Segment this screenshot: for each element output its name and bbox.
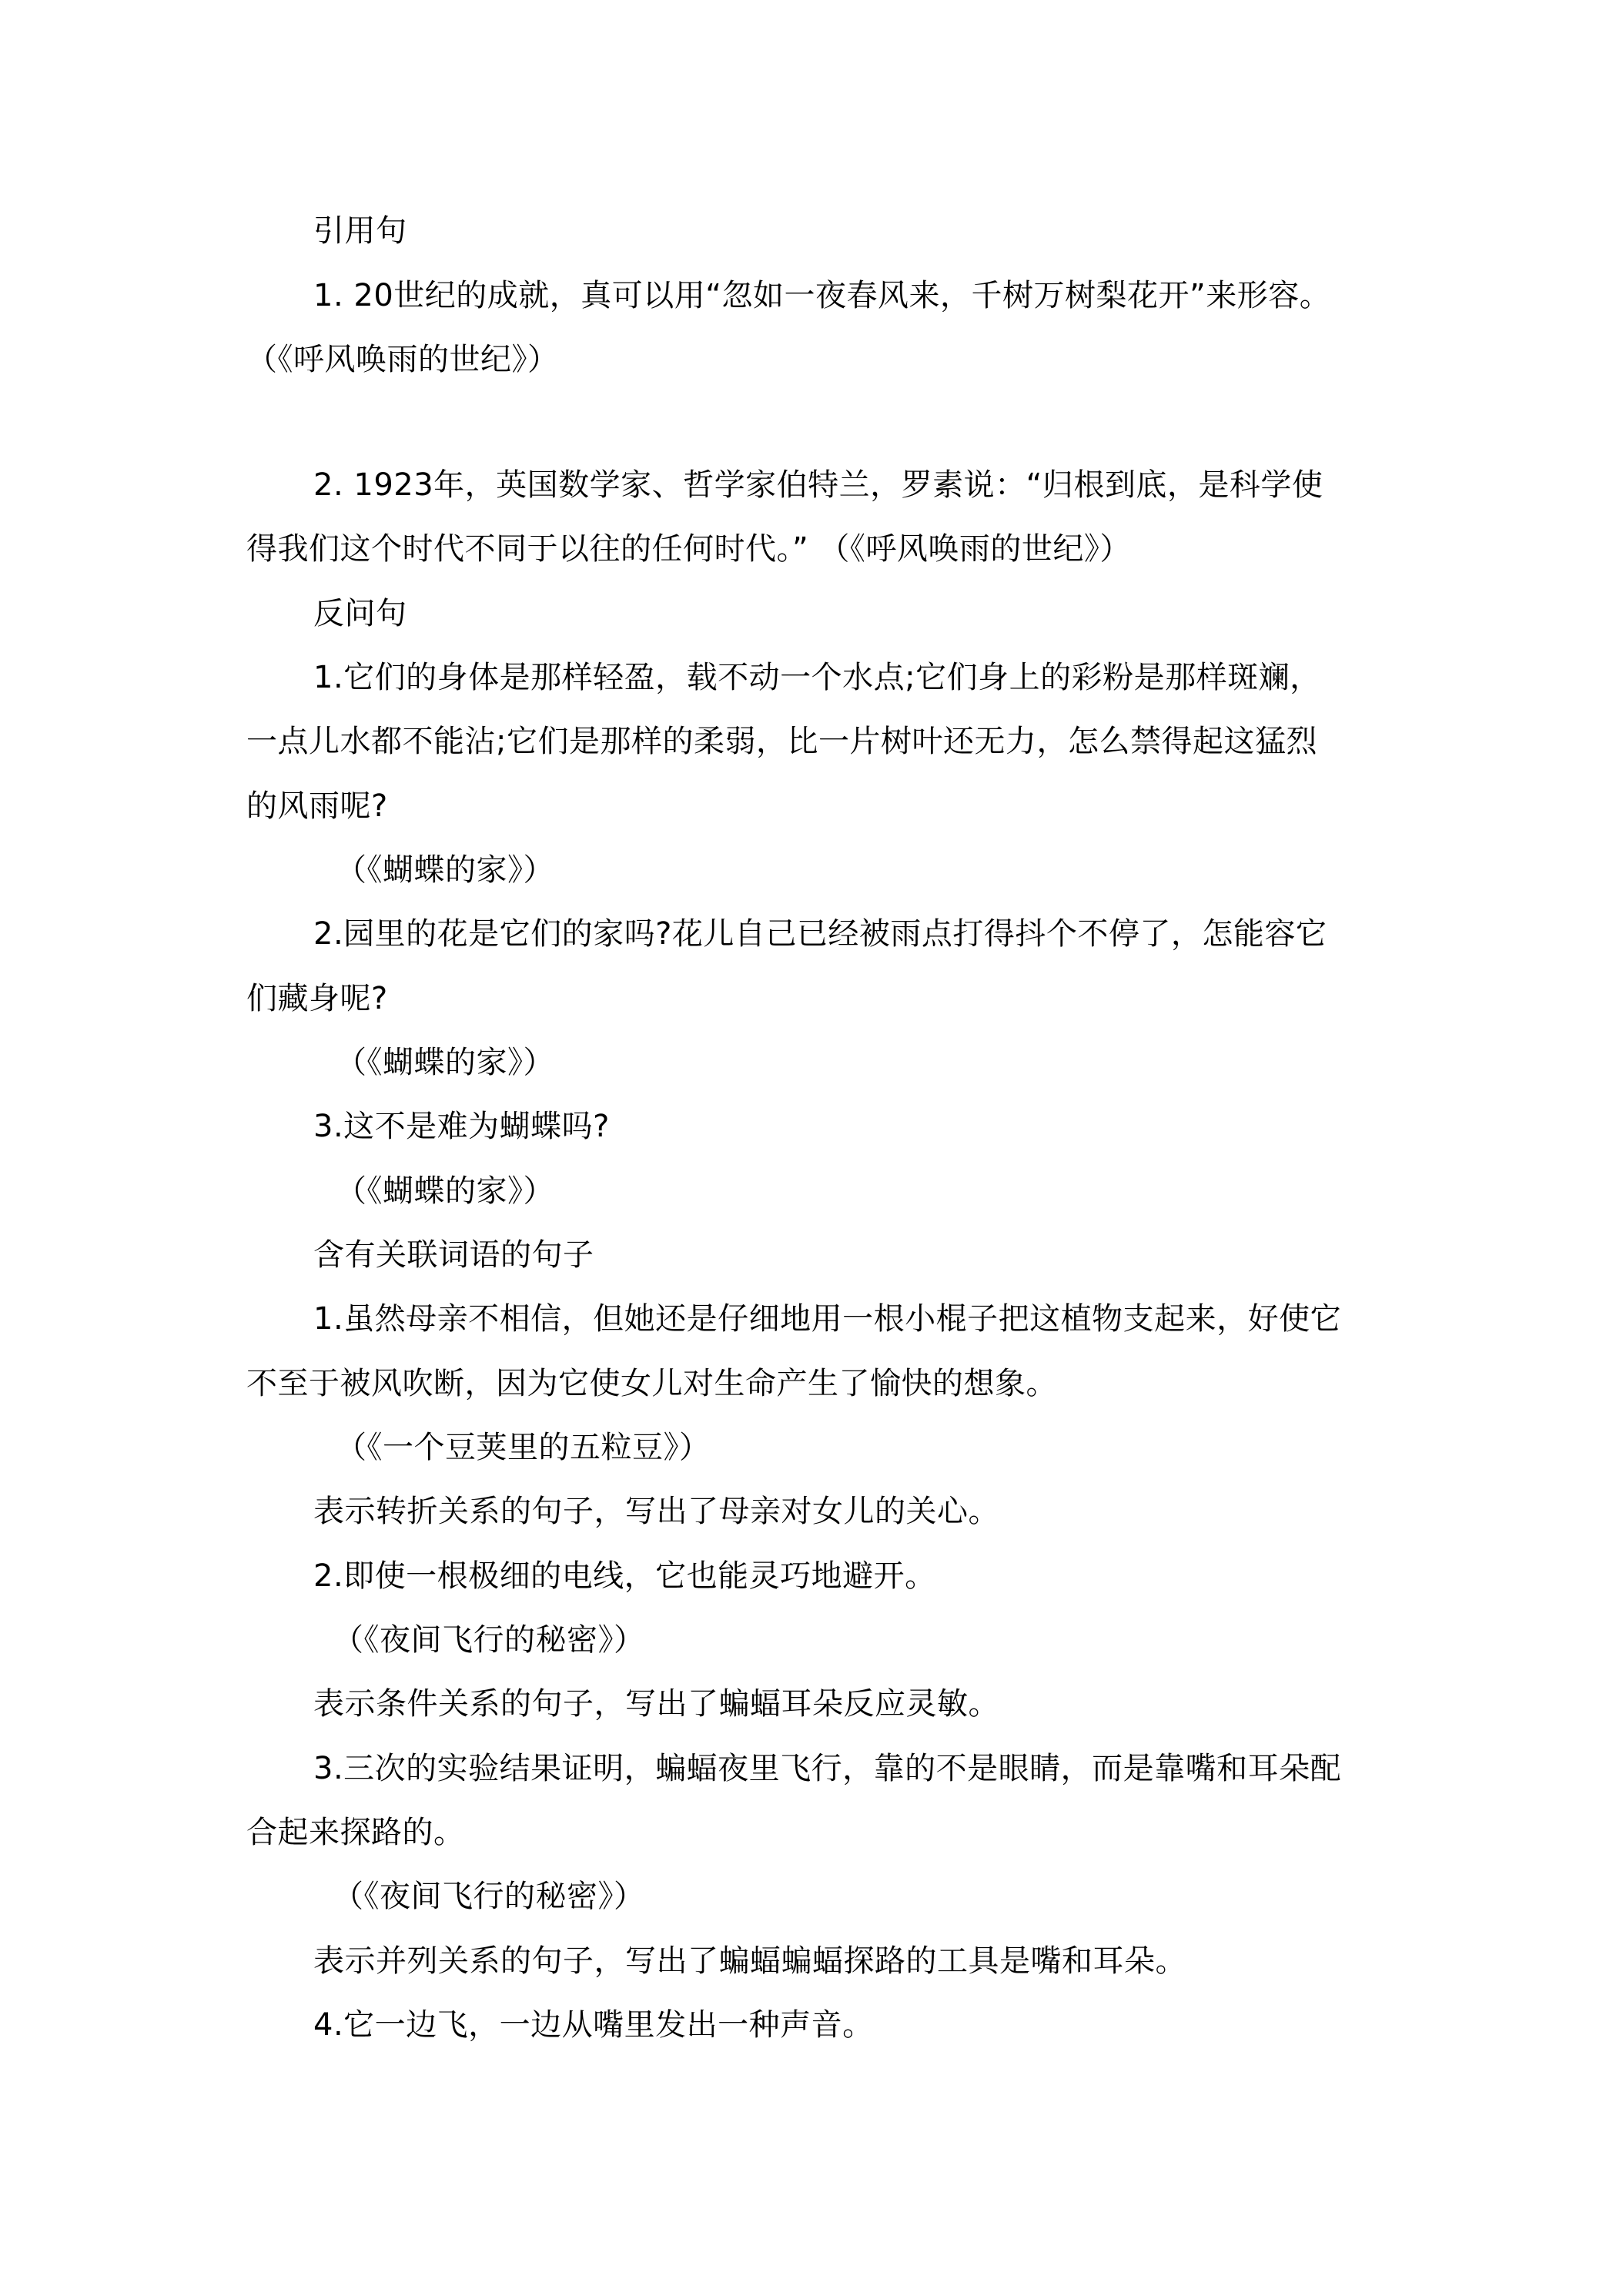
conjunction-item-3-line-2: 合起来探路的。 xyxy=(246,1815,465,1850)
rhetorical-item-3-source: （《蝴蝶的家》） xyxy=(336,1173,554,1209)
section-heading-conjunction: 含有关联词语的句子 xyxy=(313,1237,594,1273)
rhetorical-item-2-line-1: 2.园里的花是它们的家吗?花儿自己已经被雨点打得抖个不停了，怎能容它 xyxy=(313,916,1327,952)
rhetorical-item-1-line-1: 1.它们的身体是那样轻盈，载不动一个水点;它们身上的彩粉是那样斑斓， xyxy=(313,660,1321,695)
conjunction-item-1-source: （《一个豆荚里的五粒豆》） xyxy=(336,1430,711,1465)
rhetorical-item-2-source: （《蝴蝶的家》） xyxy=(336,1045,554,1080)
rhetorical-item-1-source: （《蝴蝶的家》） xyxy=(336,852,554,888)
rhetorical-item-2-line-2: 们藏身呢? xyxy=(246,981,388,1016)
conjunction-item-4-line-1: 4.它一边飞，一边从嘴里发出一种声音。 xyxy=(313,2007,874,2043)
conjunction-item-3-source: （《夜间飞行的秘密》） xyxy=(333,1879,645,1914)
conjunction-item-2-source: （《夜间飞行的秘密》） xyxy=(333,1622,645,1658)
conjunction-item-3-line-1: 3.三次的实验结果证明，蝙蝠夜里飞行，靠的不是眼睛，而是靠嘴和耳朵配 xyxy=(313,1751,1342,1786)
conjunction-item-2-note: 表示条件关系的句子，写出了蝙蝠耳朵反应灵敏。 xyxy=(313,1686,999,1722)
quote-item-1-line-2: （《呼风唤雨的世纪》） xyxy=(246,342,559,377)
section-heading-rhetorical: 反问句 xyxy=(313,596,407,631)
conjunction-item-2-line-1: 2.即使一根极细的电线，它也能灵巧地避开。 xyxy=(313,1558,936,1594)
conjunction-item-1-line-2: 不至于被风吹断，因为它使女儿对生命产生了愉快的想象。 xyxy=(246,1366,1057,1401)
quote-item-1-line-1: 1. 20世纪的成就，真可以用“忽如一夜春风来，千树万树梨花开”来形容。 xyxy=(313,278,1331,313)
conjunction-item-1-line-1: 1.虽然母亲不相信，但她还是仔细地用一根小棍子把这植物支起来，好使它 xyxy=(313,1301,1342,1337)
quote-item-2-line-1: 2. 1923年，英国数学家、哲学家伯特兰，罗素说：“归根到底，是科学使 xyxy=(313,467,1323,503)
conjunction-item-1-note: 表示转折关系的句子，写出了母亲对女儿的关心。 xyxy=(313,1494,999,1529)
quote-item-2-line-2: 得我们这个时代不同于以往的任何时代。” （《呼风唤雨的世纪》） xyxy=(246,531,1131,567)
rhetorical-item-3-line-1: 3.这不是难为蝴蝶吗? xyxy=(313,1109,610,1144)
conjunction-item-3-note: 表示并列关系的句子，写出了蝙蝠蝙蝠探路的工具是嘴和耳朵。 xyxy=(313,1943,1186,1979)
rhetorical-item-1-line-2: 一点儿水都不能沾;它们是那样的柔弱，比一片树叶还无力，怎么禁得起这猛烈 xyxy=(246,724,1317,759)
rhetorical-item-1-line-3: 的风雨呢? xyxy=(246,788,388,824)
section-heading-quote: 引用句 xyxy=(313,213,407,249)
